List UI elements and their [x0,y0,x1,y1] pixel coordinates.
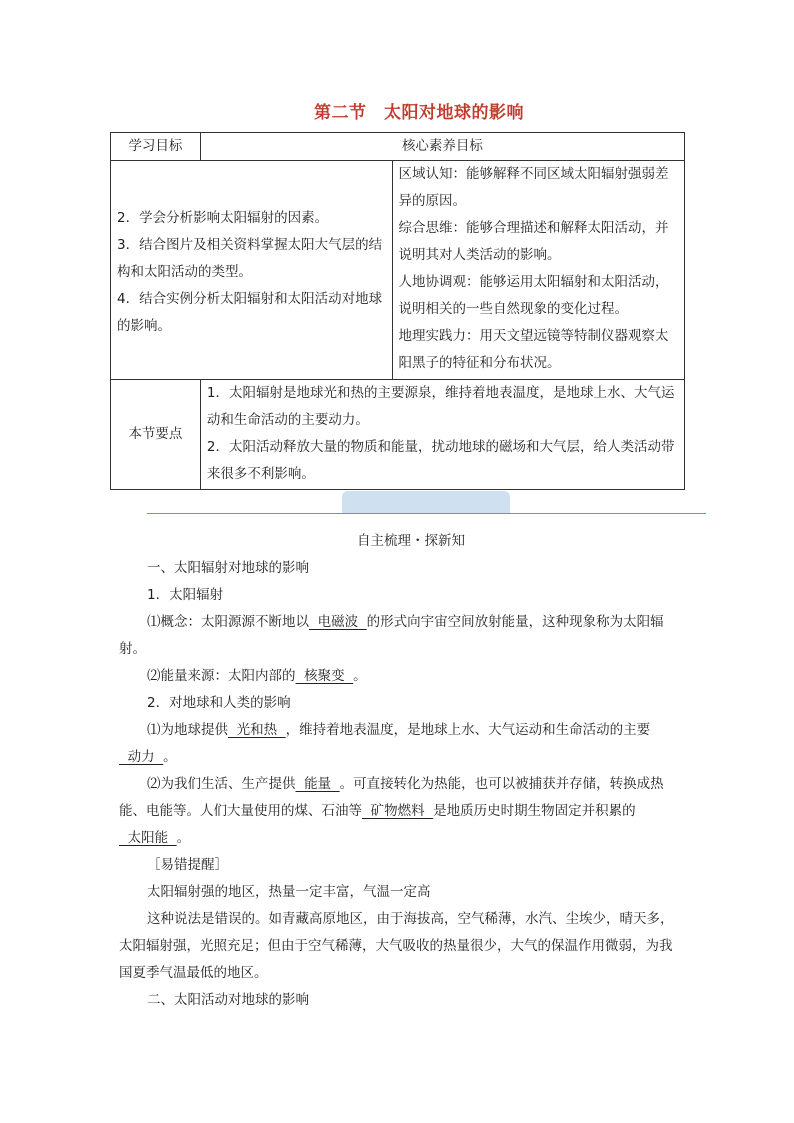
section-banner-title: 自主梳理・探新知 [357,533,465,549]
text-run: 的形式向宇宙空间放射能量，这种现象称为太阳辐射。 [119,614,664,657]
competency-item: 地理实践力：用天文望远镜等特制仪器观察太阳黑子的特征和分布状况。 [398,328,669,371]
text-run: 。 [163,749,177,765]
header-learning-goals: 学习目标 [111,133,201,161]
text-run: ⑴概念：太阳源源不断地以 [147,614,309,630]
text-run: ⑵能量来源：太阳内部的 [147,668,296,684]
text-run: 。 [353,668,367,684]
answer-blank: 动力 [119,749,164,765]
subsection-heading: 1．太阳辐射 [147,587,224,603]
section-banner-line [147,513,706,514]
tip-explanation: 这种说法是错误的。如青藏高原地区，由于海拔高，空气稀薄，水汽、尘埃少，晴天多，太阳辐射强，光照充足；但由于空气稀薄，大气吸收的热量很少，大气的保温作用微弱，为我国夏季气温最低的地区。 [119,911,674,981]
key-points-cell [200,380,684,490]
header-core-competencies: 核心素养目标 [200,133,684,161]
answer-blank: 矿物燃料 [362,803,434,819]
key-points-label: 本节要点 [111,380,201,490]
section-banner-tab [342,491,510,513]
paragraph-impact-1 [119,717,677,771]
subsection-heading: 2．对地球和人类的影响 [147,695,291,711]
text-run: 。 [176,830,191,846]
key-point-item: 1．太阳辐射是地球光和热的主要源泉，维持着地表温度，是地球上水、大气运动和生命活动的主要动力。 [206,385,675,428]
answer-blank: 光和热 [228,722,286,738]
competency-item: 区域认知：能够解释不同区域太阳辐射强弱差异的原因。 [398,166,669,209]
paragraph-impact-2 [119,771,677,852]
paragraph-energy-source [119,663,677,690]
learning-goal-item: 2．学会分析影响太阳辐射的因素。 [117,210,329,226]
competencies-cell [392,161,685,380]
tip-title: ［易错提醒］ [147,857,228,873]
text-run: ，维持着地表温度，是地球上水、大气运动和生命活动的主要 [285,722,651,738]
page-title: 第二节 太阳对地球的影响 [314,103,524,123]
objectives-table [110,132,685,490]
competency-item: 综合思维：能够合理描述和解释太阳活动，并说明其对人类活动的影响。 [398,220,669,263]
text-run: ⑵为我们生活、生产提供 [147,776,296,792]
key-point-item: 2．太阳活动释放大量的物质和能量，扰动地球的磁场和大气层，给人类活动带来很多不利影响。 [206,439,675,482]
text-run: ⑴为地球提供 [147,722,228,738]
answer-blank: 电磁波 [309,614,367,630]
text-run: 。可直接转化为热能，也可以被捕获并存储，转换成热能、电能等。人们大量使用的煤、石油等 [119,776,664,819]
answer-blank: 能量 [295,776,340,792]
tip-claim: 太阳辐射强的地区，热量一定丰富，气温一定高 [147,884,431,900]
text-run: 是地质历史时期生物固定并积累的 [433,803,636,819]
learning-goal-item: 4．结合实例分析太阳辐射和太阳活动对地球的影响。 [117,291,383,334]
section-heading: 一、太阳辐射对地球的影响 [147,560,309,576]
answer-blank: 太阳能 [119,830,177,846]
competency-item: 人地协调观：能够运用太阳辐射和太阳活动，说明相关的一些自然现象的变化过程。 [398,274,669,317]
learning-goal-item: 3．结合图片及相关资料掌握太阳大气层的结构和太阳活动的类型。 [117,237,383,280]
answer-blank: 核聚变 [295,668,354,684]
main-content [119,555,677,1014]
section-heading: 二、太阳活动对地球的影响 [147,992,309,1008]
paragraph-concept [119,609,677,663]
learning-goals-cell [111,161,393,380]
